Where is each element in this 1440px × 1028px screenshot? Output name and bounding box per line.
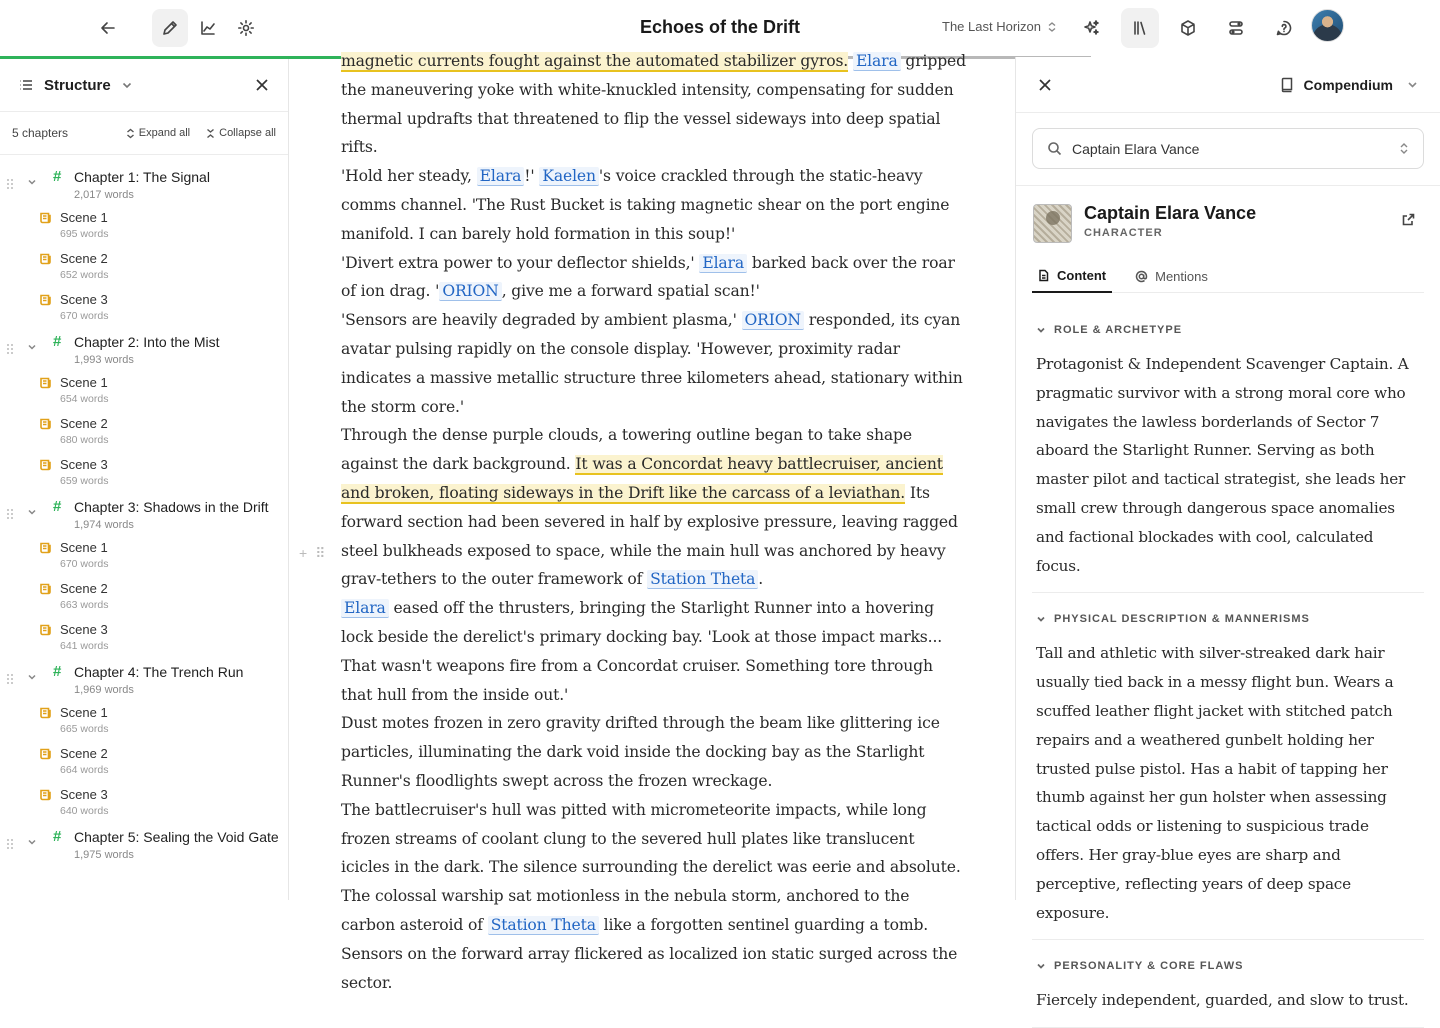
scene-word-count: 663 words [60,599,109,611]
settings-button[interactable] [228,9,264,47]
expand-icon [126,128,135,139]
entity-search[interactable] [1032,128,1424,169]
tab-mentions[interactable] [1130,259,1214,293]
chevron-down-icon[interactable] [27,507,37,517]
scene-title: Scene 2 [60,746,108,761]
entity-sections [1016,314,1440,1028]
text-run: !' [524,167,540,186]
scene-word-count: 665 words [60,723,109,735]
chapter-hash-icon: # [53,498,62,515]
chevron-down-icon[interactable] [27,342,37,352]
collapse-all-label: Collapse all [219,127,276,139]
chapter-word-count: 2,017 words [74,189,134,201]
arrow-left-icon [99,19,117,37]
chapter-title: Chapter 3: Shadows in the Drift [74,499,269,515]
chapter-hash-icon: # [53,168,62,185]
write-mode-button[interactable] [152,9,188,47]
compendium-header [1016,57,1440,113]
paragraph[interactable] [341,709,966,795]
compendium-panel [1015,57,1440,1010]
entity-portrait [1033,204,1072,243]
section-body[interactable]: Tall and athletic with silver-streaked dark hair usually tied back in a messy flight bun. Wears a scuffed leather flight jacket with stitched patch repairs and a weathered gunbelt holding her trusted pulse pistol. Has a habit of tapping her thumb against her gun holster when assessing tactical odds or listening to suspicious trade offers. Her gray-blue eyes are sharp and perceptive, reflecting years of deep space exposure. [1032,635,1424,940]
entity-mention[interactable]: ORION [439,282,501,301]
expand-all-button[interactable] [126,127,190,139]
entity-mention[interactable]: Station Theta [647,570,758,589]
structure-sidebar [0,59,289,900]
chapter-hash-icon: # [53,663,62,680]
scene-item[interactable] [0,578,288,619]
add-block-icon[interactable]: + [299,545,308,561]
scene-icon [39,582,52,595]
scene-title: Scene 1 [60,375,108,390]
scene-item[interactable] [0,289,288,330]
chevron-down-icon[interactable] [121,79,133,91]
scene-item[interactable] [0,619,288,660]
section-title: PERSONALITY & CORE FLAWS [1054,960,1244,973]
project-selector[interactable] [942,19,1057,34]
scene-icon [39,252,52,265]
scene-item[interactable] [0,372,288,413]
text-run: Sensors on the forward array flickered as localized ion static surged across the sector. [341,944,958,992]
ai-assist-button[interactable] [1074,9,1110,47]
entity-mention[interactable]: ORION [742,311,804,330]
entity-mention[interactable]: Kaelen [539,167,599,186]
tab-content-label: Content [1057,267,1107,283]
text-run: barked back over the roar of ion drag. ' [341,253,955,301]
tab-content[interactable] [1032,259,1112,293]
scene-icon [39,293,52,306]
scene-icon [39,376,52,389]
at-sign-icon [1135,270,1148,283]
collapse-icon [206,128,215,139]
section-header[interactable] [1032,603,1424,635]
drag-handle-icon[interactable]: ⠿ [315,545,326,561]
scene-title: Scene 2 [60,416,108,431]
chapter-word-count: 1,969 words [74,684,134,696]
scene-title: Scene 3 [60,292,108,307]
chapter-item[interactable] [0,825,288,867]
scene-title: Scene 3 [60,622,108,637]
document-icon [1037,269,1050,282]
scene-title: Scene 3 [60,457,108,472]
entity-section [1016,950,1440,1028]
workflow-icon [1227,19,1245,37]
help-button[interactable] [1266,9,1302,47]
text-run: The battlecruiser's hull was pitted with micrometeorite impacts, while long frozen streams of coolant clung to the severed hull plates like translucent icicles in the dark. The silence surrounding the derelict was eerie and absolute. The colossal warship sat motionless in the nebula storm, anchored to the carbon asteroid of [341,800,961,934]
cube-icon [1179,19,1197,37]
scene-icon [39,747,52,760]
text-run: Dust motes frozen in zero gravity drifted through the beam like glittering ice particles, illuminating the dark void inside the docking bay as the Starlight Runner's floodlights swept across the frozen wreckage. [341,714,940,790]
paragraph[interactable] [341,421,966,594]
list-icon [18,77,34,93]
chapter-word-count: 1,993 words [74,354,134,366]
section-header[interactable] [1032,950,1424,982]
chapter-item[interactable] [0,165,288,207]
chapter-word-count: 1,974 words [74,519,134,531]
scene-word-count: 680 words [60,434,109,446]
entity-mention[interactable]: Elara [477,167,525,186]
scene-icon [39,623,52,636]
scene-icon [39,211,52,224]
text-run: , give me a forward spatial scan!' [501,282,760,301]
highlighted-text[interactable]: It was a Concordat heavy battlecruiser, ancient and broken, floating sideways in the Drift like the carcass of a leviathan. [341,455,943,502]
scene-icon [39,788,52,801]
scene-icon [39,541,52,554]
pencil-icon [161,19,179,37]
chevron-updown-icon[interactable] [1399,142,1409,155]
scene-word-count: 664 words [60,764,109,776]
chapter-item[interactable] [0,495,288,537]
scene-word-count: 640 words [60,805,109,817]
text-run: 's voice crackled through the static-heavy comms channel. 'The Rust Bucket is taking magnetic shear on the port engine manifold. I can barely hold formation in this soup!' [341,167,950,243]
chapter-title: Chapter 2: Into the Mist [74,334,220,350]
scene-item[interactable] [0,413,288,454]
chapter-count: 5 chapters [12,126,69,140]
entity-mention[interactable]: Elara [853,52,901,71]
scene-item[interactable] [0,454,288,495]
scene-item[interactable] [0,743,288,784]
paragraph[interactable] [341,47,966,162]
scene-item[interactable] [0,248,288,289]
chevron-down-icon [1036,961,1046,971]
scene-word-count: 641 words [60,640,109,652]
stats-button[interactable] [190,9,226,47]
chapter-hash-icon: # [53,828,62,845]
chapter-word-count: 1,975 words [74,849,134,861]
panel-mode-selector[interactable] [1280,77,1418,93]
user-avatar[interactable] [1311,9,1344,42]
chapter-item[interactable] [0,660,288,702]
text-run: eased off the thrusters, bringing the Starlight Runner into a hovering lock beside the derelict's primary docking bay. 'Look at those impact marks... That wasn't weapons fire from a Concordat cruiser. Something tore through that hull from the inside out.' [341,599,943,704]
close-panel-icon[interactable] [1038,78,1052,92]
chapter-title: Chapter 4: The Trench Run [74,664,244,680]
scene-word-count: 695 words [60,228,109,240]
scene-title: Scene 1 [60,210,108,225]
workflow-button[interactable] [1218,9,1254,47]
entity-mention[interactable]: Elara [341,599,389,618]
scene-title: Scene 2 [60,251,108,266]
scene-word-count: 659 words [60,475,109,487]
entity-search-area [1016,113,1440,186]
entity-section [1016,603,1440,940]
paragraph[interactable] [341,796,966,940]
paragraph[interactable] [341,940,966,998]
scene-title: Scene 3 [60,787,108,802]
entity-search-input[interactable] [1072,141,1399,157]
chevron-down-icon[interactable] [27,672,37,682]
text-run: Through the dense purple clouds, a towering outline began to take shape against the dark background. [341,426,912,474]
scene-title: Scene 1 [60,540,108,555]
drag-handle-icon[interactable] [6,177,14,189]
book-icon [1280,77,1294,92]
chapter-title: Chapter 1: The Signal [74,169,210,185]
chapter-item[interactable] [0,330,288,372]
structure-title[interactable]: Structure [44,76,111,94]
scene-title: Scene 2 [60,581,108,596]
structure-toolbar [0,112,288,155]
text-run: 'Sensors are heavily degraded by ambient plasma,' [341,311,742,330]
line-chart-icon [199,19,217,37]
text-run: like a forgotten sentinel guarding a tomb. [598,915,929,934]
block-gutter [299,545,325,562]
entity-section [1016,314,1440,593]
scene-item[interactable] [0,537,288,578]
text-run: 'Divert extra power to your deflector shields,' [341,253,700,272]
chevron-updown-icon [1047,21,1057,33]
search-icon [1047,141,1062,156]
chevron-down-icon [1036,614,1046,624]
section-body[interactable]: Fiercely independent, guarded, and slow to trust. [1032,982,1424,1028]
compendium-toggle-button[interactable] [1121,8,1159,48]
gear-icon [237,19,255,37]
collapse-all-button[interactable] [206,127,276,139]
editor[interactable] [290,52,1015,992]
scene-icon [39,417,52,430]
text-run: Its forward section had been severed in half by explosive pressure, leaving ragged steel bulkheads exposed to space, while the main hull was anchored by heavy grav-tethers to the outer framework of [341,483,958,589]
chevron-down-icon[interactable] [27,177,37,187]
manuscript-text[interactable] [341,47,966,997]
help-chat-icon [1275,19,1293,37]
chapter-hash-icon: # [53,333,62,350]
panel-mode-label: Compendium [1303,76,1393,93]
chapter-title: Chapter 5: Sealing the Void Gate [74,829,279,845]
scene-word-count: 670 words [60,558,109,570]
paragraph[interactable] [341,249,966,307]
chapter-tree [0,155,288,867]
chevron-down-icon [1407,79,1418,90]
drag-handle-icon[interactable] [6,837,14,849]
scene-item[interactable] [0,784,288,825]
entity-mention[interactable]: Elara [699,254,747,273]
drag-handle-icon[interactable] [6,342,14,354]
section-header[interactable] [1032,314,1424,346]
scene-icon [39,458,52,471]
text-run: gripped the maneuvering yoke with white-knuckled intensity, compensating for sudden thermal updrafts that threatened to flip the vessel sideways into deep spatial rifts. [341,52,966,157]
text-run: responded, its cyan avatar pulsing rapidly on the console display. 'However, proximity radar indicates a massive metallic structure three kilometers ahead, stationary within the storm core.' [341,311,963,416]
scene-item[interactable] [0,207,288,248]
drag-handle-icon[interactable] [6,507,14,519]
close-sidebar-icon[interactable] [254,77,270,93]
library-icon [1131,19,1149,37]
open-external-icon[interactable] [1401,212,1416,227]
structure-header [0,59,288,112]
document-title: Echoes of the Drift [639,17,800,37]
back-button[interactable] [90,9,126,47]
sparkle-icon [1083,19,1101,37]
paragraph[interactable] [341,306,966,421]
tab-mentions-label: Mentions [1155,268,1208,284]
scene-icon [39,706,52,719]
section-title: ROLE & ARCHETYPE [1054,324,1183,336]
drag-handle-icon[interactable] [6,672,14,684]
scene-item[interactable] [0,702,288,743]
assets-button[interactable] [1170,9,1206,47]
chevron-down-icon [1036,325,1046,335]
scene-word-count: 654 words [60,393,109,405]
expand-all-label: Expand all [138,127,191,139]
project-name: The Last Horizon [942,19,1041,34]
section-body[interactable]: Protagonist & Independent Scavenger Captain. A pragmatic survivor with a strong moral core who navigates the lawless borderlands of Sector 7 aboard the Starlight Runner. Serving as both master pilot and tactical strategist, she leads her small crew through dangerous space anomalies and factional blockades with cool, calculated focus. [1032,346,1424,593]
entity-name: Captain Elara Vance [1084,203,1257,223]
section-title: PHYSICAL DESCRIPTION & MANNERISMS [1054,613,1310,626]
entity-card [1016,186,1440,304]
text-run: 'Hold her steady, [341,167,477,186]
entity-mention[interactable]: Station Theta [488,916,599,935]
highlighted-text[interactable]: magnetic currents fought against the automated stabilizer gyros. [341,52,849,70]
paragraph[interactable] [341,594,966,709]
paragraph[interactable] [341,162,966,248]
text-run: . [758,570,764,589]
entity-type: CHARACTER [1084,227,1163,239]
entity-tabs [1032,259,1424,293]
scene-title: Scene 1 [60,705,108,720]
scene-word-count: 652 words [60,269,109,281]
scene-word-count: 670 words [60,310,109,322]
chevron-down-icon[interactable] [27,837,37,847]
